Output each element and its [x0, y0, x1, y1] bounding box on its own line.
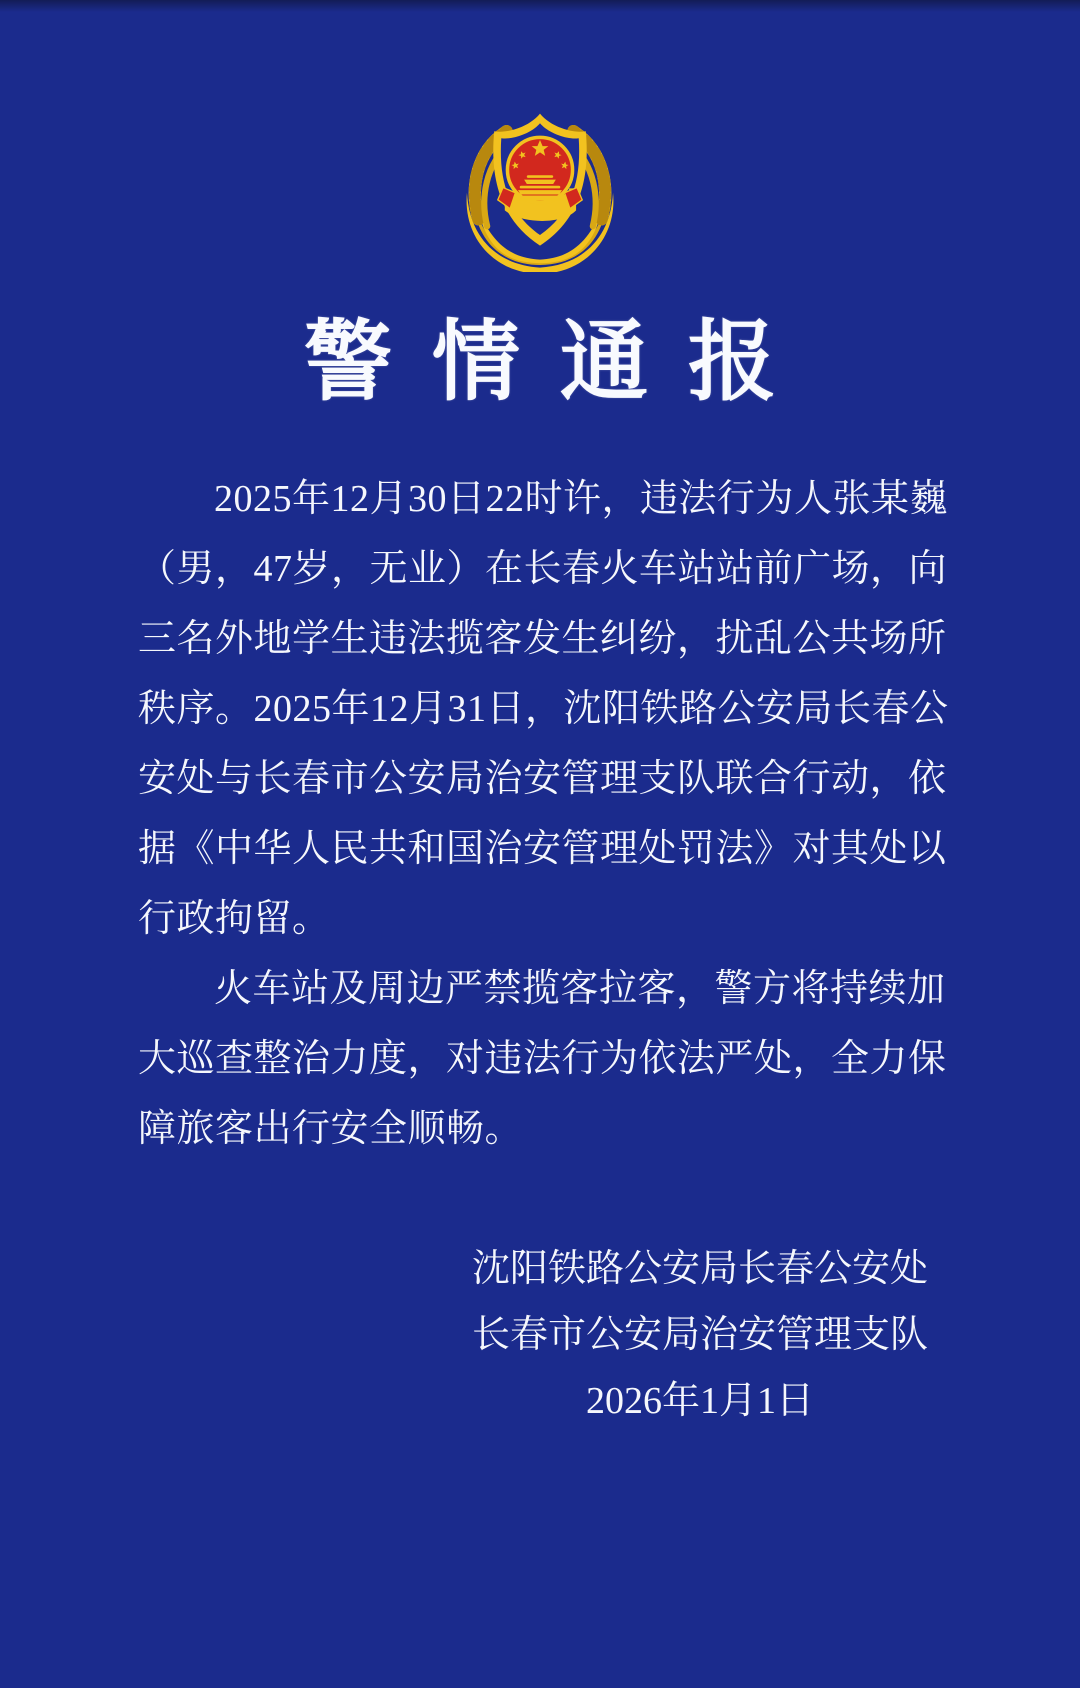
notice-body: [138, 464, 949, 1164]
signature-block: [472, 1236, 928, 1434]
notice-title: 警情通报: [303, 315, 816, 412]
signature-org-line: 长春市公安局治安管理支队: [471, 1314, 928, 1356]
police-badge-icon: [450, 96, 630, 272]
police-badge-emblem: [450, 96, 630, 272]
signature-org-line: 沈阳铁路公安局长春公安处: [471, 1248, 928, 1290]
body-text-line: 大巡查整治力度，对违法行为依法严处，全力保: [138, 1038, 947, 1080]
body-text-line: 安处与长春市公安局治安管理支队联合行动，依: [138, 758, 947, 800]
body-text-line: 行政拘留。: [138, 898, 331, 940]
body-text-line: 障旅客出行安全顺畅。: [138, 1108, 524, 1150]
body-text-line: 2025年12月30日22时许，违法行为人张某巍: [214, 478, 949, 520]
body-text-line: 据《中华人民共和国治安管理处罚法》对其处以: [138, 828, 947, 870]
paragraph-1: [138, 464, 949, 954]
body-text-line: 火车站及周边严禁揽客拉客，警方将持续加: [214, 968, 946, 1010]
signature-date: 2026年1月1日: [585, 1380, 814, 1422]
signature-org-lines: [472, 1236, 928, 1368]
top-edge-shadow: [0, 0, 1080, 12]
body-text-line: 秩序。2025年12月31日，沈阳铁路公安局长春公: [138, 688, 949, 730]
paragraph-2: [138, 954, 947, 1164]
body-text-line: 三名外地学生违法揽客发生纠纷，扰乱公共场所: [138, 618, 947, 660]
body-text-line: （男，47岁，无业）在长春火车站站前广场，向: [138, 548, 948, 590]
